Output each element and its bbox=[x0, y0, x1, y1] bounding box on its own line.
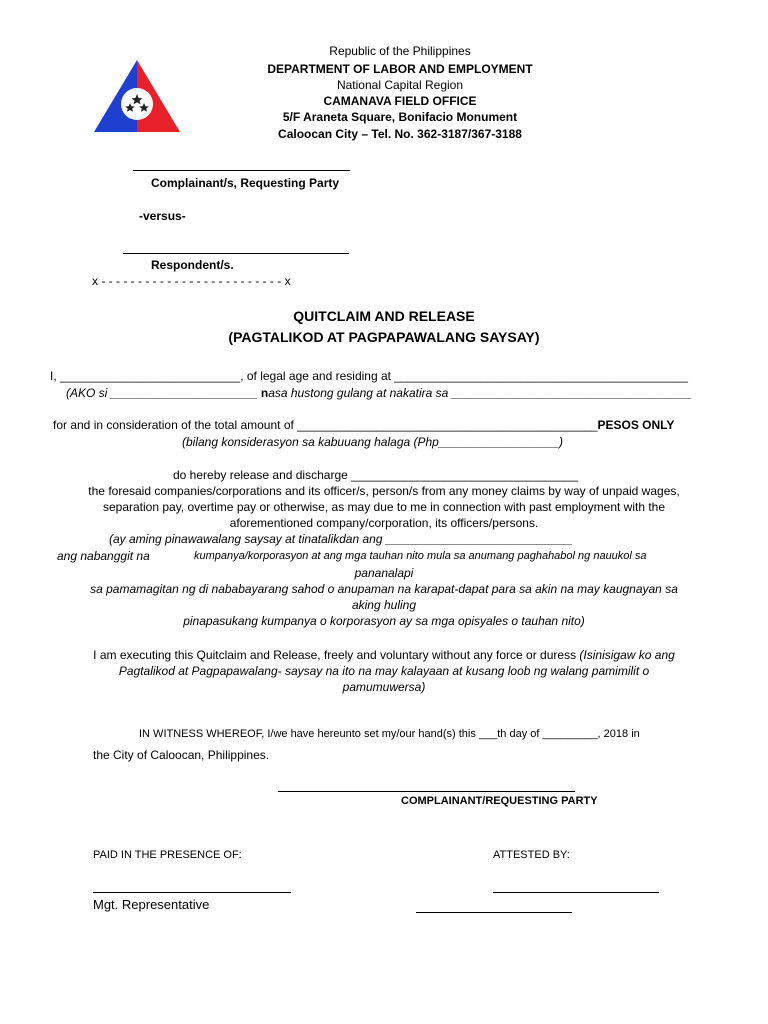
p1-tagalog bbox=[66, 386, 692, 400]
respondent-blank-line bbox=[123, 253, 349, 254]
p4-line4: sa pamamagitan ng di nababayarang sahod o anupaman na karapat-dapat para sa akin na may kaugnayan sa bbox=[90, 582, 678, 596]
p4-line3: pananalapi bbox=[354, 566, 414, 580]
p3-line4: aforementioned company/corporation, its officers/persons. bbox=[229, 516, 539, 530]
complainant-label: Complainant/s, Requesting Party bbox=[151, 176, 340, 190]
p1-english: I, ___________________________, of legal age and residing at ____________________________________________ bbox=[50, 369, 688, 383]
p5-line1-b: (Isinisigaw ko ang bbox=[579, 648, 675, 662]
complainant-signature-label: COMPLAINANT/REQUESTING PARTY bbox=[401, 795, 598, 807]
p1-tagalog-n: n bbox=[260, 386, 269, 400]
p5-line1-a: I am executing this Quitclaim and Release, freely and voluntary without any force or duress bbox=[93, 648, 580, 662]
p3-line1: do hereby release and discharge __________________________________ bbox=[173, 468, 579, 482]
p3-line2: the foresaid companies/corporations and its officer/s, person/s from any money claims by way of unpaid wages, bbox=[88, 484, 680, 498]
versus-label: -versus- bbox=[139, 209, 186, 223]
header-republic: Republic of the Philippines bbox=[329, 44, 471, 58]
p5-line1 bbox=[0, 648, 768, 662]
p4-line1: (ay aming pinawawalang saysay at tinatalikdan ang ____________________________ bbox=[109, 532, 573, 546]
p4-line2b: kumpanya/korporasyon at ang mga tauhan nito mula sa anumang paghahabol ng nauukol sa bbox=[194, 550, 647, 562]
complainant-blank-line bbox=[133, 170, 350, 171]
respondent-label: Respondent/s. bbox=[151, 258, 234, 272]
p2-english-a: for and in consideration of the total amount of _____________________________________________ bbox=[53, 418, 598, 432]
complainant-signature-line bbox=[278, 791, 575, 792]
p4-line2a: ang nabanggit na bbox=[57, 549, 150, 563]
p3-line3: separation pay, overtime pay or otherwise, as may due to me in connection with past employment with the bbox=[102, 500, 666, 514]
p2-english bbox=[53, 418, 674, 432]
document-title-translation: (PAGTALIKOD AT PAGPAPAWALANG SAYSAY) bbox=[228, 329, 540, 345]
witness-line2: the City of Caloocan, Philippines. bbox=[93, 748, 270, 762]
header-department: DEPARTMENT OF LABOR AND EMPLOYMENT bbox=[267, 62, 533, 76]
p4-line5: aking huling bbox=[351, 598, 417, 612]
document-title: QUITCLAIM AND RELEASE bbox=[293, 308, 475, 324]
attested-signature-line-2 bbox=[416, 912, 572, 913]
witness-line1: IN WITNESS WHEREOF, I/we have hereunto set my/our hand(s) this ___th day of _________, 2018 in bbox=[139, 728, 640, 740]
paid-signature-line bbox=[93, 892, 291, 893]
p5-line2: Pagtalikod at Pagpapawalang- saysay na ito na may kalayaan at kusang loob ng walang pamimilit o bbox=[118, 664, 650, 678]
p1-tagalog-a: (AKO si ______________________ bbox=[66, 386, 261, 400]
p2-tagalog: (bilang konsiderasyon sa kabuuang halaga (Php__________________) bbox=[182, 435, 563, 449]
caption-separator: x - - - - - - - - - - - - - - - - - - - - - - - - - x bbox=[92, 274, 291, 288]
paid-in-presence-label: PAID IN THE PRESENCE OF: bbox=[93, 849, 242, 861]
mgt-representative-label: Mgt. Representative bbox=[93, 897, 210, 912]
header-address: 5/F Araneta Square, Bonifacio Monument bbox=[282, 110, 518, 124]
p2-pesos-only: PESOS ONLY bbox=[597, 418, 675, 432]
header-city-tel: Caloocan City – Tel. No. 362-3187/367-3188 bbox=[278, 127, 522, 141]
header-field-office: CAMANAVA FIELD OFFICE bbox=[323, 94, 477, 108]
p4-line6: pinapasukang kumpanya o korporasyon ay sa mga opisyales o tauhan nito) bbox=[183, 614, 585, 628]
p1-tagalog-b: asa hustong gulang at nakatira sa ____________________________________ bbox=[268, 386, 692, 400]
dole-triangle-logo-icon bbox=[90, 56, 184, 136]
attested-signature-line-1 bbox=[493, 892, 659, 893]
header-region: National Capital Region bbox=[336, 78, 464, 92]
attested-by-label: ATTESTED BY: bbox=[493, 849, 570, 861]
p5-line3: pamumuwersa) bbox=[342, 680, 426, 694]
